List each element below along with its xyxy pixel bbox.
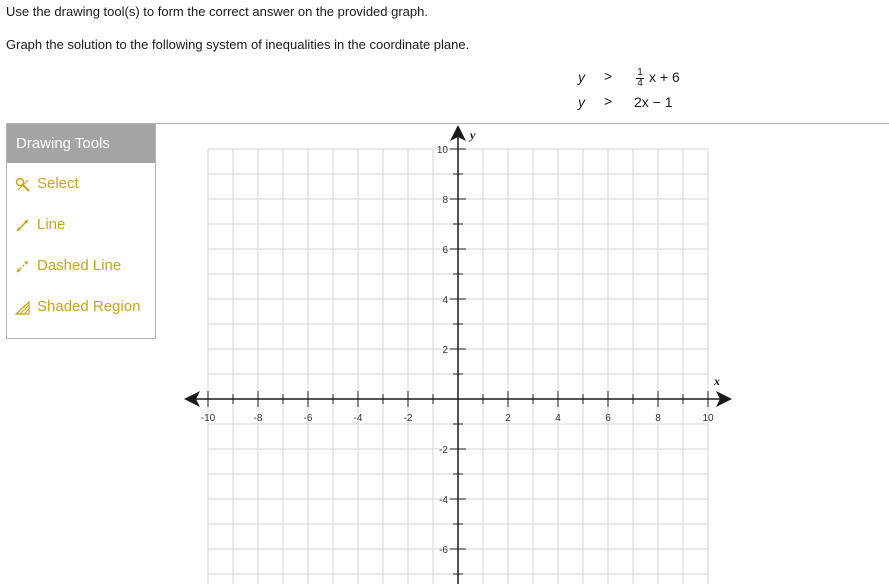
ineq1-rest: x + 6	[649, 69, 680, 85]
shaded-region-tool-label: Shaded Region	[37, 298, 141, 315]
x-tick-label: 6	[605, 413, 611, 424]
x-tick-label: -8	[253, 413, 263, 424]
y-tick-label: 8	[442, 195, 448, 206]
ineq1-frac-den: 4	[637, 78, 643, 89]
x-tick-label: -2	[403, 413, 413, 424]
y-tick-label: -6	[439, 545, 448, 556]
line-tool-label: Line	[37, 216, 66, 233]
dashed-line-tool-label: Dashed Line	[37, 257, 122, 274]
ineq1-var: y	[578, 69, 585, 85]
drawing-tools-title: Drawing Tools	[7, 124, 155, 163]
x-tick-label: -6	[303, 413, 313, 424]
ineq1-op: >	[604, 68, 613, 84]
question-text: Graph the solution to the following system of inequalities in the coordinate plane.	[6, 37, 470, 52]
y-tick-label: 4	[442, 295, 448, 306]
ineq2-var: y	[578, 94, 585, 110]
x-tick-label: -4	[353, 413, 363, 424]
x-tick-label: 10	[702, 413, 714, 424]
x-tick-label: -10	[200, 413, 216, 424]
ineq2-rest: 2x − 1	[634, 94, 673, 110]
y-tick-label: 2	[442, 345, 448, 356]
select-tool-label: Select	[37, 175, 79, 192]
x-tick-label: 8	[655, 413, 661, 424]
ineq1-frac-num: 1	[637, 67, 643, 78]
tick-labels	[201, 128, 720, 556]
y-tick-label: -2	[439, 445, 448, 456]
axes	[184, 125, 732, 584]
x-axis-label: x	[714, 374, 720, 388]
x-tick-label: 2	[505, 413, 511, 424]
y-tick-label: 10	[436, 145, 448, 156]
x-tick-label: 4	[555, 413, 561, 424]
y-tick-label: 6	[442, 245, 448, 256]
y-tick-label: -4	[439, 495, 448, 506]
y-axis-label: y	[470, 128, 476, 142]
ineq2-op: >	[604, 93, 613, 109]
instruction-text: Use the drawing tool(s) to form the correct answer on the provided graph.	[6, 4, 428, 19]
